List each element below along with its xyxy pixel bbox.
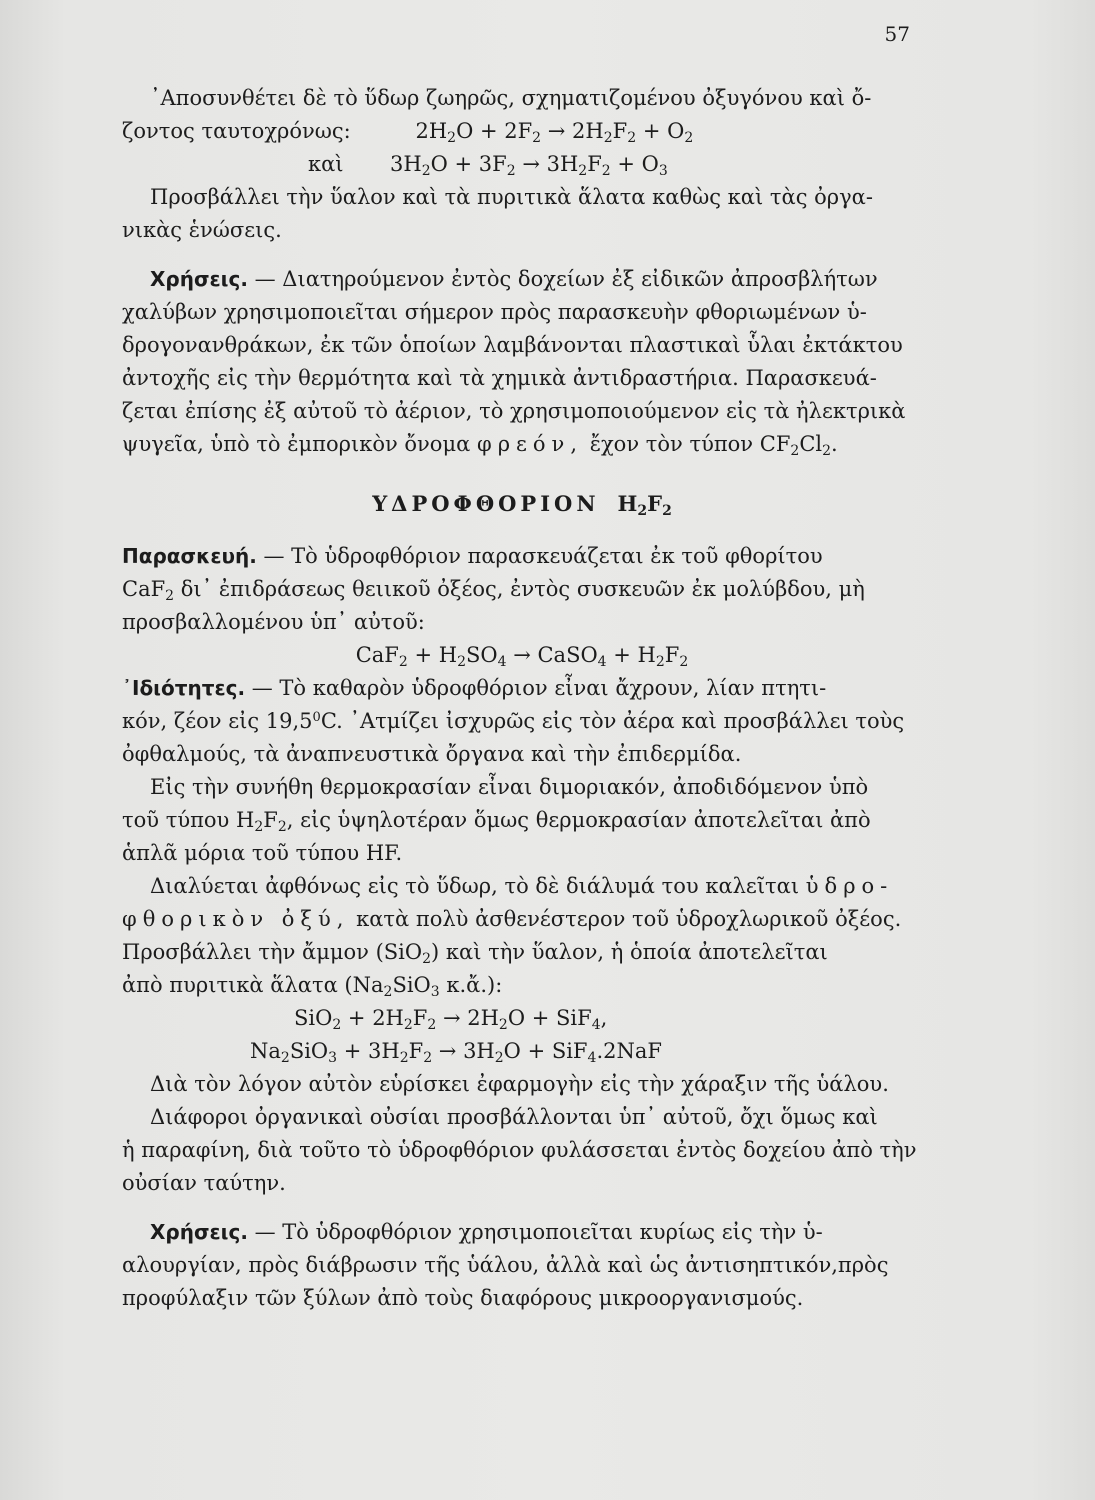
text-line: τοῦ τύπου $H_2F_2$, εἰς ὑψηλοτέραν ὅμως θερμοκρασίαν ἀποτελεῖται ἀπὸ xyxy=(122,808,871,835)
section-label: ᾽Ιδιότητες. xyxy=(122,676,246,700)
equation: $Na_2SiO_3 + 3H_2F_2 \to 3H_2O + SiF_4.2NaF$ xyxy=(250,1039,662,1066)
formula: $CF_2Cl_2$. xyxy=(759,432,838,459)
equation-line xyxy=(122,1002,922,1035)
text-line: ἀπὸ πυριτικὰ ἅλατα ($Na_2SiO_3$ κ.ἄ.): xyxy=(122,973,503,1000)
text-line: CaF$_2$ δι᾽ ἐπιδράσεως θειικοῦ ὀξέος, ἐντὸς συσκευῶν ἐκ μολύβδου, μὴ xyxy=(122,577,865,604)
text-line: Διαλύεται ἀφθόνως εἰς τὸ ὕδωρ, τὸ δὲ διάλυμά του καλεῖται ὑδρο- xyxy=(150,874,894,898)
text-line: ὀφθαλμούς, τὰ ἀναπνευστικὰ ὄργανα καὶ τὴν ἐπιδερμίδα. xyxy=(122,742,742,766)
text-line: προσβαλλομένου ὑπ᾽ αὐτοῦ: xyxy=(122,610,425,634)
text-line: Παρασκευή. — Τὸ ὑδροφθόριον παρασκευάζεται ἐκ τοῦ φθορίτου xyxy=(122,544,823,568)
formula: $H_2F_2$ xyxy=(235,808,287,835)
text-line: οὐσίαν ταύτην. xyxy=(122,1171,286,1195)
page-number: 57 xyxy=(884,22,910,46)
text-line: ψυγεῖα, ὑπὸ τὸ ἐμπορικὸν ὄνομα φρεόν, ἔχον τὸν τύπον $CF_2Cl_2$. xyxy=(122,432,838,459)
text-line: αλουργίαν, πρὸς διάβρωσιν τῆς ὑάλου, ἀλλὰ καὶ ὡς ἀντισηπτικόν,πρὸς xyxy=(122,1253,889,1277)
text-line: ἡ παραφίνη, διὰ τοῦτο τὸ ὑδροφθόριον φυλάσσεται ἐντὸς δοχείου ἀπὸ τὴν xyxy=(122,1138,917,1162)
text-line: Προσβάλλει τὴν ἄμμον (SiO$_2$) καὶ τὴν ὕαλον, ἡ ὁποία ἀποτελεῖται xyxy=(122,940,828,967)
equation: $3H_2O + 3F_2 \to 3H_2F_2 + O_3$ xyxy=(390,152,668,179)
text-line: ἀντοχῆς εἰς τὴν θερμότητα καὶ τὰ χημικὰ ἀντιδραστήρια. Παρασκευά- xyxy=(122,366,877,390)
section-heading: ΥΔΡΟΦΘΟΡΙΟΝ $H_2F_2$ xyxy=(372,491,672,519)
equation-line xyxy=(122,639,922,672)
text-line: Χρήσεις. — Διατηρούμενον ἐντὸς δοχείων ἐξ εἰδικῶν ἀπροσβλήτων xyxy=(150,267,878,291)
text-line: Εἰς τὴν συνήθη θερμοκρασίαν εἶναι διμοριακόν, ἀποδιδόμενον ὑπὸ xyxy=(150,775,869,799)
equation-line: καὶ $3H_2O + 3F_2 \to 3H_2F_2 + O_3$ xyxy=(308,152,668,179)
section-label: Χρήσεις. xyxy=(150,1220,248,1244)
section-label: Παρασκευή. xyxy=(122,544,257,568)
section-label: Χρήσεις. xyxy=(150,267,248,291)
page-body xyxy=(122,82,922,1315)
text-line: χαλύβων χρησιμοποιεῖται σήμερον πρὸς παρασκευὴν φθοριωμένων ὑ- xyxy=(122,300,867,324)
text-line: νικὰς ἑνώσεις. xyxy=(122,218,282,242)
text-line: Διάφοροι ὀργανικαὶ οὐσίαι προσβάλλονται ὑπ᾽ αὐτοῦ, ὄχι ὅμως καὶ xyxy=(150,1105,878,1129)
text-line: Χρήσεις. — Τὸ ὑδροφθόριον χρησιμοποιεῖται κυρίως εἰς τὴν ὑ- xyxy=(150,1220,823,1244)
text-line: ᾽Αποσυνθέτει δὲ τὸ ὕδωρ ζωηρῶς, σχηματιζομένου ὀξυγόνου καὶ ὄ- xyxy=(150,86,872,110)
text-line: φθορικὸν ὀξύ, κατὰ πολὺ ἀσθενέστερον τοῦ ὑδροχλωρικοῦ ὀξέος. xyxy=(122,907,902,931)
text-line: προφύλαξιν τῶν ξύλων ἀπὸ τοὺς διαφόρους μικροοργανισμούς. xyxy=(122,1286,804,1310)
equation-line xyxy=(122,1035,922,1068)
equation: $2H_2O + 2F_2 \to 2H_2F_2 + O_2$ xyxy=(415,119,694,146)
formula: CaF$_2$ xyxy=(122,577,175,604)
text-line: κόν, ζέον εἰς 19,5$^0$C. ᾽Ατμίζει ἰσχυρῶς εἰς τὸν ἀέρα καὶ προσβάλλει τοὺς xyxy=(122,709,905,733)
text-line: Διὰ τὸν λόγον αὐτὸν εὑρίσκει ἐφαρμογὴν εἰς τὴν χάραξιν τῆς ὑάλου. xyxy=(150,1072,889,1096)
formula: $H_2F_2$ xyxy=(617,491,672,519)
text-line: ἁπλᾶ μόρια τοῦ τύπου HF. xyxy=(122,841,403,865)
text-line: δρογονανθράκων, ἐκ τῶν ὁποίων λαμβάνονται πλαστικαὶ ὗλαι ἐκτάκτου xyxy=(122,333,903,357)
equation: $CaF_2 + H_2SO_4$ → CaSO$_4$ + $H_2F_2$ xyxy=(355,643,689,670)
equation-line: ζοντος ταυτοχρόνως: $2H_2O + 2F_2 \to 2H_2F_2 + O_2$ xyxy=(122,119,694,146)
equation: $SiO_2 + 2H_2F_2 \to 2H_2O + SiF_4$, xyxy=(294,1006,608,1033)
text-line: ζεται ἐπίσης ἐξ αὐτοῦ τὸ ἀέριον, τὸ χρησιμοποιούμενον εἰς τὰ ἠλεκτρικὰ xyxy=(122,399,906,423)
text-line: ᾽Ιδιότητες. — Τὸ καθαρὸν ὑδροφθόριον εἶναι ἄχρουν, λίαν πτητι- xyxy=(122,676,827,700)
text-line: Προσβάλλει τὴν ὕαλον καὶ τὰ πυριτικὰ ἅλατα καθὼς καὶ τὰς ὀργα- xyxy=(150,185,873,209)
